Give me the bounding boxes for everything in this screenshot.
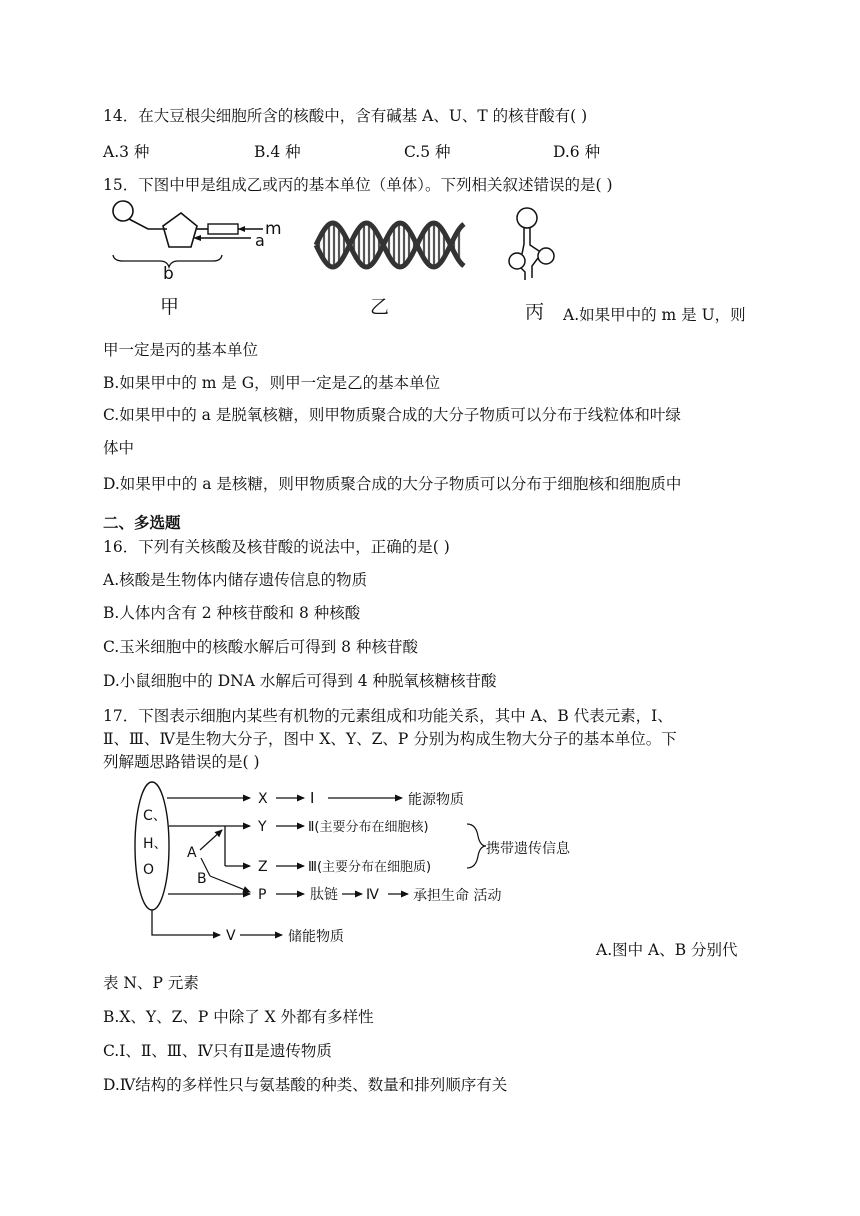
label-jia: 甲 [160, 296, 180, 318]
trna-top-loop [517, 208, 537, 228]
label-cho-h: H、 [143, 836, 168, 852]
label-V: V [226, 928, 236, 944]
q15-option-b: B.如果甲中的 m 是 G，则甲一定是乙的基本单位 [103, 374, 441, 392]
dna-double-helix [316, 223, 464, 267]
q17-stem-line3: 列解题思路错误的是( ) [103, 753, 260, 771]
q14-option-b: B.4 种 [254, 143, 301, 161]
q15-option-c-part1: C.如果甲中的 a 是脱氧核糖，则甲物质聚合成的大分子物质可以分布于线粒体和叶绿 [103, 406, 681, 424]
figure-nucleotide [105, 195, 305, 320]
label-I: Ⅰ [310, 789, 315, 807]
label-Y: Y [258, 819, 267, 835]
q17-option-c: C.Ⅰ、Ⅱ、Ⅲ、Ⅳ只有Ⅱ是遗传物质 [103, 1042, 332, 1060]
label-storage: 储能物质 [288, 929, 344, 945]
q14-option-a: A.3 种 [103, 143, 150, 161]
phosphate-circle [113, 201, 133, 221]
q16-option-a: A.核酸是生物体内储存遗传信息的物质 [103, 571, 368, 589]
label-IV: Ⅳ [366, 887, 379, 903]
q16-option-c: C.玉米细胞中的核酸水解后可得到 8 种核苷酸 [103, 638, 418, 656]
label-bing: 丙 [525, 301, 545, 323]
q17-stem-line1: 17．下图表示细胞内某些有机物的元素组成和功能关系，其中 A、B 代表元素，Ⅰ、 [103, 707, 673, 725]
label-cho-o: O [143, 862, 155, 878]
figure-dna-helix [310, 215, 470, 320]
label-m: m [265, 219, 282, 239]
label-b: b [163, 264, 174, 284]
label-II: Ⅱ(主要分布在细胞核) [308, 820, 429, 835]
label-yi: 乙 [370, 296, 390, 318]
q14-option-c: C.5 种 [404, 143, 451, 161]
q15-option-a-part1: A.如果甲中的 m 是 U，则 [563, 306, 746, 324]
label-X: X [258, 791, 268, 807]
q17-stem-line2: Ⅱ、Ⅲ、Ⅳ是生物大分子，图中 X、Y、Z、P 分别为构成生物大分子的基本单位。下 [103, 730, 677, 748]
section-heading: 二、多选题 [103, 514, 181, 532]
pentose-pentagon [163, 213, 197, 247]
base-rect [208, 224, 238, 234]
q17-option-a-part2: 表 N、P 元素 [103, 974, 199, 992]
label-P: P [258, 887, 267, 903]
q16-stem: 16．下列有关核酸及核苷酸的说法中，正确的是( ) [103, 538, 450, 556]
q17-option-b: B.X、Y、Z、P 中除了 X 外都有多样性 [103, 1008, 374, 1026]
q16-option-b: B.人体内含有 2 种核苷酸和 8 种核酸 [103, 604, 361, 622]
label-peptide: 肽链 [310, 887, 338, 903]
q14-option-d: D.6 种 [553, 143, 601, 161]
q17-option-d: D.Ⅳ结构的多样性只与氨基酸的种类、数量和排列顺序有关 [103, 1076, 508, 1094]
label-B: B [197, 871, 207, 887]
trna-left-loop [509, 253, 525, 269]
figure-trna [500, 200, 570, 325]
label-a: a [255, 231, 265, 250]
label-function: 承担生命 活动 [413, 888, 502, 904]
label-Z: Z [258, 859, 268, 875]
q15-option-d: D.如果甲中的 a 是核糖，则甲物质聚合成的大分子物质可以分布于细胞核和细胞质中 [103, 475, 682, 493]
label-III: Ⅲ(主要分布在细胞质) [308, 860, 432, 875]
label-energy: 能源物质 [408, 792, 464, 808]
q17-option-a-part1: A.图中 A、B 分别代 [596, 941, 738, 959]
figure-organic-compounds [130, 780, 600, 960]
label-genetic: 携带遗传信息 [486, 841, 570, 857]
q15-option-a-part2: 甲一定是丙的基本单位 [103, 341, 259, 359]
trna-right-loop [538, 248, 554, 264]
q16-option-d: D.小鼠细胞中的 DNA 水解后可得到 4 种脱氧核糖核苷酸 [103, 672, 497, 690]
q14-stem: 14．在大豆根尖细胞所含的核酸中，含有碱基 A、U、T 的核苷酸有( ) [103, 107, 588, 125]
q15-option-c-part2: 体中 [103, 439, 135, 457]
q15-stem: 15．下图中甲是组成乙或丙的基本单位（单体）。下列相关叙述错误的是( ) [103, 176, 613, 194]
label-A: A [187, 845, 197, 861]
label-cho-c: C、 [143, 808, 167, 824]
brace-genetic [467, 824, 486, 868]
